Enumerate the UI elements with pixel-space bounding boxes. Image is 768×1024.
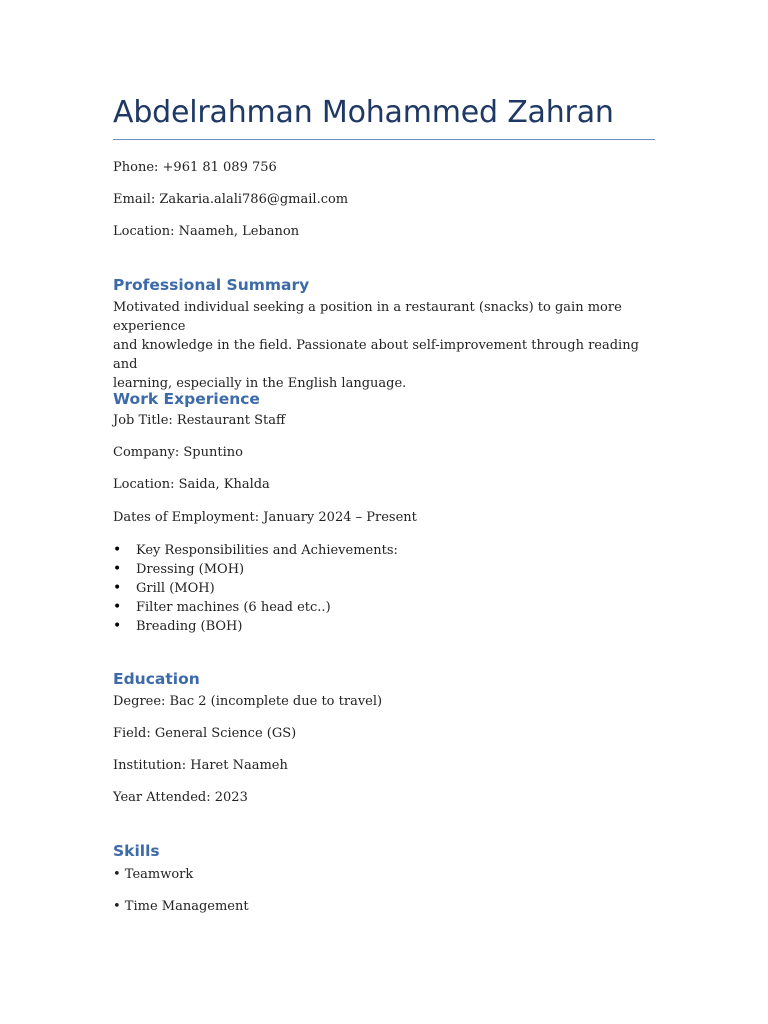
- list-item-text: Filter machines (6 head etc..): [136, 600, 331, 615]
- list-item-text: Grill (MOH): [136, 581, 215, 596]
- job-title: Job Title: Restaurant Staff: [113, 413, 286, 428]
- title-divider: [113, 139, 655, 140]
- skill-item: • Time Management: [113, 899, 249, 914]
- contact-location: Location: Naameh, Lebanon: [113, 224, 300, 239]
- work-heading: Work Experience: [113, 390, 260, 408]
- bullet-icon: •: [113, 542, 122, 558]
- summary-line: Motivated individual seeking a position in a restaurant (snacks) to gain more experience: [113, 300, 622, 334]
- summary-heading: Professional Summary: [113, 276, 310, 294]
- summary-line: and knowledge in the field. Passionate about self-improvement through reading and: [113, 338, 639, 372]
- responsibilities-list: [113, 541, 398, 636]
- company: Company: Spuntino: [113, 445, 243, 460]
- list-item-text: Key Responsibilities and Achievements:: [136, 543, 398, 558]
- list-item: [113, 598, 398, 617]
- list-item: [113, 560, 398, 579]
- bullet-icon: •: [113, 580, 122, 596]
- list-item-text: Dressing (MOH): [136, 562, 245, 577]
- field-of-study: Field: General Science (GS): [113, 726, 297, 741]
- degree: Degree: Bac 2 (incomplete due to travel): [113, 694, 383, 709]
- list-item: [113, 579, 398, 598]
- summary-paragraph: [113, 298, 653, 393]
- list-item-text: Breading (BOH): [136, 619, 243, 634]
- list-item: [113, 541, 398, 560]
- bullet-icon: •: [113, 561, 122, 577]
- contact-email: Email: Zakaria.alali786@gmail.com: [113, 192, 349, 207]
- contact-phone: Phone: +961 81 089 756: [113, 160, 277, 175]
- year-attended: Year Attended: 2023: [113, 790, 248, 805]
- skill-item: • Teamwork: [113, 867, 194, 882]
- bullet-icon: •: [113, 618, 122, 634]
- list-item: [113, 617, 398, 636]
- institution: Institution: Haret Naameh: [113, 758, 288, 773]
- skills-heading: Skills: [113, 842, 160, 860]
- employment-dates: Dates of Employment: January 2024 – Present: [113, 510, 417, 525]
- work-location: Location: Saida, Khalda: [113, 477, 270, 492]
- candidate-name: Abdelrahman Mohammed Zahran: [113, 95, 614, 130]
- education-heading: Education: [113, 670, 200, 688]
- bullet-icon: •: [113, 599, 122, 615]
- summary-line: learning, especially in the English language.: [113, 376, 407, 391]
